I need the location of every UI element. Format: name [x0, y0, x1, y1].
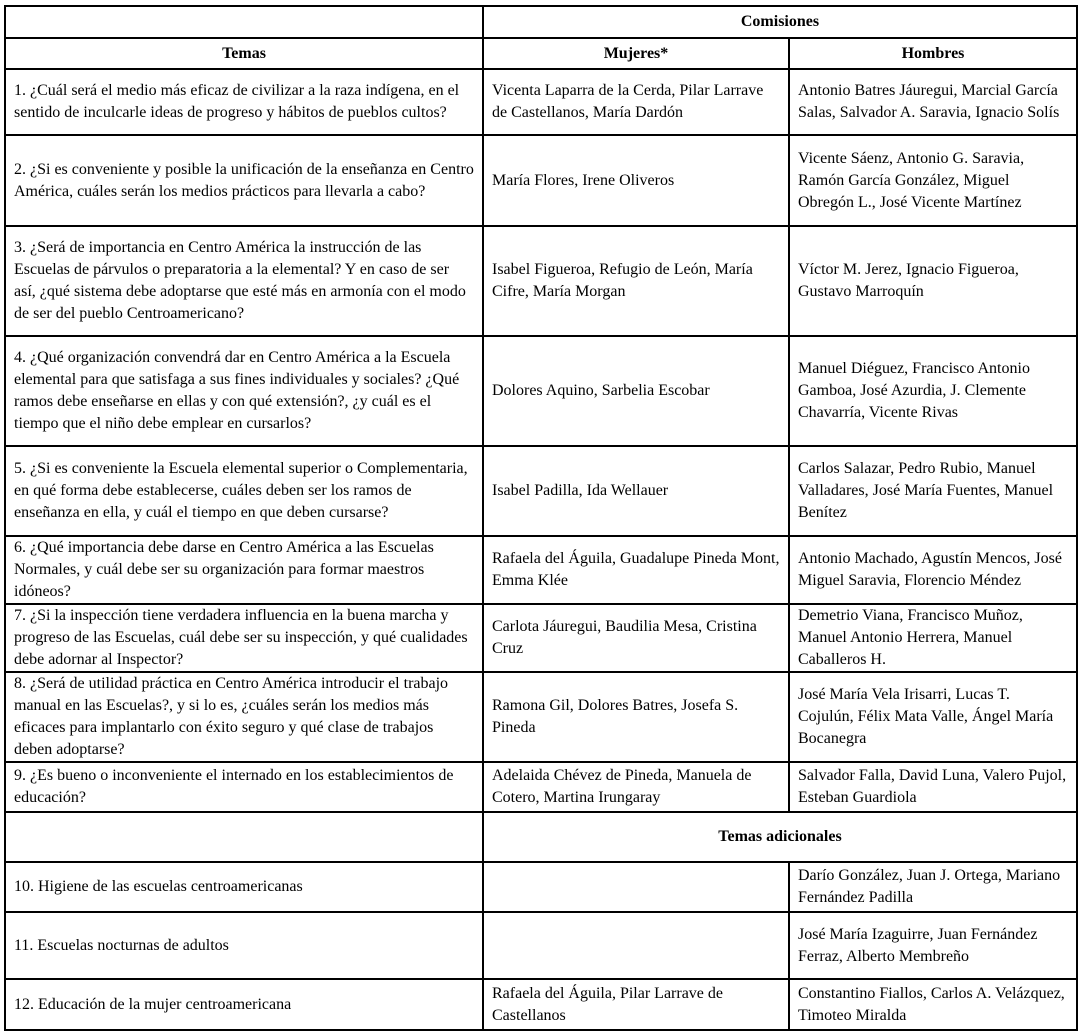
tema-cell: 1. ¿Cuál será el medio más eficaz de civilizar a la raza indígena, en el sentido de inculcarle ideas de progreso y hábitos de pueblos cultos?	[5, 69, 483, 135]
hombres-cell: Manuel Diéguez, Francisco Antonio Gamboa, José Azurdia, J. Clemente Chavarría, Vicente Rivas	[789, 336, 1077, 446]
mujeres-cell: Carlota Jáuregui, Baudilia Mesa, Cristina Cruz	[483, 604, 789, 672]
table-row	[5, 604, 1077, 672]
mujeres-cell: Adelaida Chévez de Pineda, Manuela de Cotero, Martina Irungaray	[483, 762, 789, 812]
table-row	[5, 446, 1077, 536]
tema-cell: 5. ¿Si es conveniente la Escuela elemental superior o Complementaria, en qué forma debe establecerse, cuáles deben ser los ramos de enseñanza en ella, y cuál el tiempo en que deben cursarse?	[5, 446, 483, 536]
tema-cell: 7. ¿Si la inspección tiene verdadera influencia en la buena marcha y progreso de las Escuelas, cuál debe ser su inspección, y qué cualidades debe adornar al Inspector?	[5, 604, 483, 672]
hombres-cell: Demetrio Viana, Francisco Muñoz, Manuel Antonio Herrera, Manuel Caballeros H.	[789, 604, 1077, 672]
empty-cell	[5, 812, 483, 862]
tema-cell: 3. ¿Será de importancia en Centro América la instrucción de las Escuelas de párvulos o preparatoria a la elemental? Y en caso de ser así, ¿qué sistema debe adoptarse que esté más en armonía con el modo de ser del pueblo Centroamericano?	[5, 226, 483, 336]
mujeres-cell: Rafaela del Águila, Pilar Larrave de Castellanos	[483, 979, 789, 1030]
table-row	[5, 672, 1077, 762]
mujeres-cell: Ramona Gil, Dolores Batres, Josefa S. Pineda	[483, 672, 789, 762]
tema-cell: 11. Escuelas nocturnas de adultos	[5, 912, 483, 979]
header-comisiones: Comisiones	[483, 6, 1077, 38]
mujeres-cell	[483, 912, 789, 979]
table-row	[5, 979, 1077, 1030]
tema-cell: 9. ¿Es bueno o inconveniente el internado en los establecimientos de educación?	[5, 762, 483, 812]
table-row	[5, 226, 1077, 336]
empty-cell	[5, 6, 483, 38]
tema-cell: 8. ¿Será de utilidad práctica en Centro América introducir el trabajo manual en las Escuelas?, y si lo es, ¿cuáles serán los medios más eficaces para implantarlo con éxito seguro y qué clase de trabajos deben adoptarse?	[5, 672, 483, 762]
hombres-cell: Antonio Machado, Agustín Mencos, José Miguel Saravia, Florencio Méndez	[789, 536, 1077, 604]
comisiones-table	[4, 5, 1078, 1031]
mujeres-cell: Dolores Aquino, Sarbelia Escobar	[483, 336, 789, 446]
tema-cell: 12. Educación de la mujer centroamericana	[5, 979, 483, 1030]
table-row	[5, 69, 1077, 135]
hombres-cell: Salvador Falla, David Luna, Valero Pujol, Esteban Guardiola	[789, 762, 1077, 812]
mujeres-cell: María Flores, Irene Oliveros	[483, 135, 789, 226]
hombres-cell: Darío González, Juan J. Ortega, Mariano Fernández Padilla	[789, 862, 1077, 912]
hombres-cell: José María Vela Irisarri, Lucas T. Cojulún, Félix Mata Valle, Ángel María Bocanegra	[789, 672, 1077, 762]
header-hombres: Hombres	[789, 38, 1077, 69]
header-mujeres: Mujeres*	[483, 38, 789, 69]
table-row	[5, 912, 1077, 979]
hombres-cell: Constantino Fiallos, Carlos A. Velázquez, Timoteo Miralda	[789, 979, 1077, 1030]
header-temas: Temas	[5, 38, 483, 69]
hombres-cell: José María Izaguirre, Juan Fernández Ferraz, Alberto Membreño	[789, 912, 1077, 979]
hombres-cell: Vicente Sáenz, Antonio G. Saravia, Ramón García González, Miguel Obregón L., José Vicente Martínez	[789, 135, 1077, 226]
header-temas-adicionales: Temas adicionales	[483, 812, 1077, 862]
hombres-cell: Víctor M. Jerez, Ignacio Figueroa, Gustavo Marroquín	[789, 226, 1077, 336]
tema-cell: 4. ¿Qué organización convendrá dar en Centro América a la Escuela elemental para que satisfaga a sus fines individuales y sociales? ¿Qué ramos debe enseñarse en ellas y con qué extensión?, ¿y cuál es el tiempo que el niño debe emplear en cursarlos?	[5, 336, 483, 446]
table-row	[5, 862, 1077, 912]
mujeres-cell: Isabel Padilla, Ida Wellauer	[483, 446, 789, 536]
mujeres-cell: Vicenta Laparra de la Cerda, Pilar Larrave de Castellanos, María Dardón	[483, 69, 789, 135]
table-row	[5, 762, 1077, 812]
hombres-cell: Carlos Salazar, Pedro Rubio, Manuel Valladares, José María Fuentes, Manuel Benítez	[789, 446, 1077, 536]
tema-cell: 6. ¿Qué importancia debe darse en Centro América a las Escuelas Normales, y cuál debe ser su organización para formar maestros idóneos?	[5, 536, 483, 604]
table-row	[5, 536, 1077, 604]
tema-cell: 2. ¿Si es conveniente y posible la unificación de la enseñanza en Centro América, cuáles serán los medios prácticos para llevarla a cabo?	[5, 135, 483, 226]
mujeres-cell: Isabel Figueroa, Refugio de León, María Cifre, María Morgan	[483, 226, 789, 336]
table-row	[5, 336, 1077, 446]
table-row	[5, 135, 1077, 226]
tema-cell: 10. Higiene de las escuelas centroamericanas	[5, 862, 483, 912]
mujeres-cell: Rafaela del Águila, Guadalupe Pineda Mont, Emma Klée	[483, 536, 789, 604]
hombres-cell: Antonio Batres Jáuregui, Marcial García Salas, Salvador A. Saravia, Ignacio Solís	[789, 69, 1077, 135]
mujeres-cell	[483, 862, 789, 912]
